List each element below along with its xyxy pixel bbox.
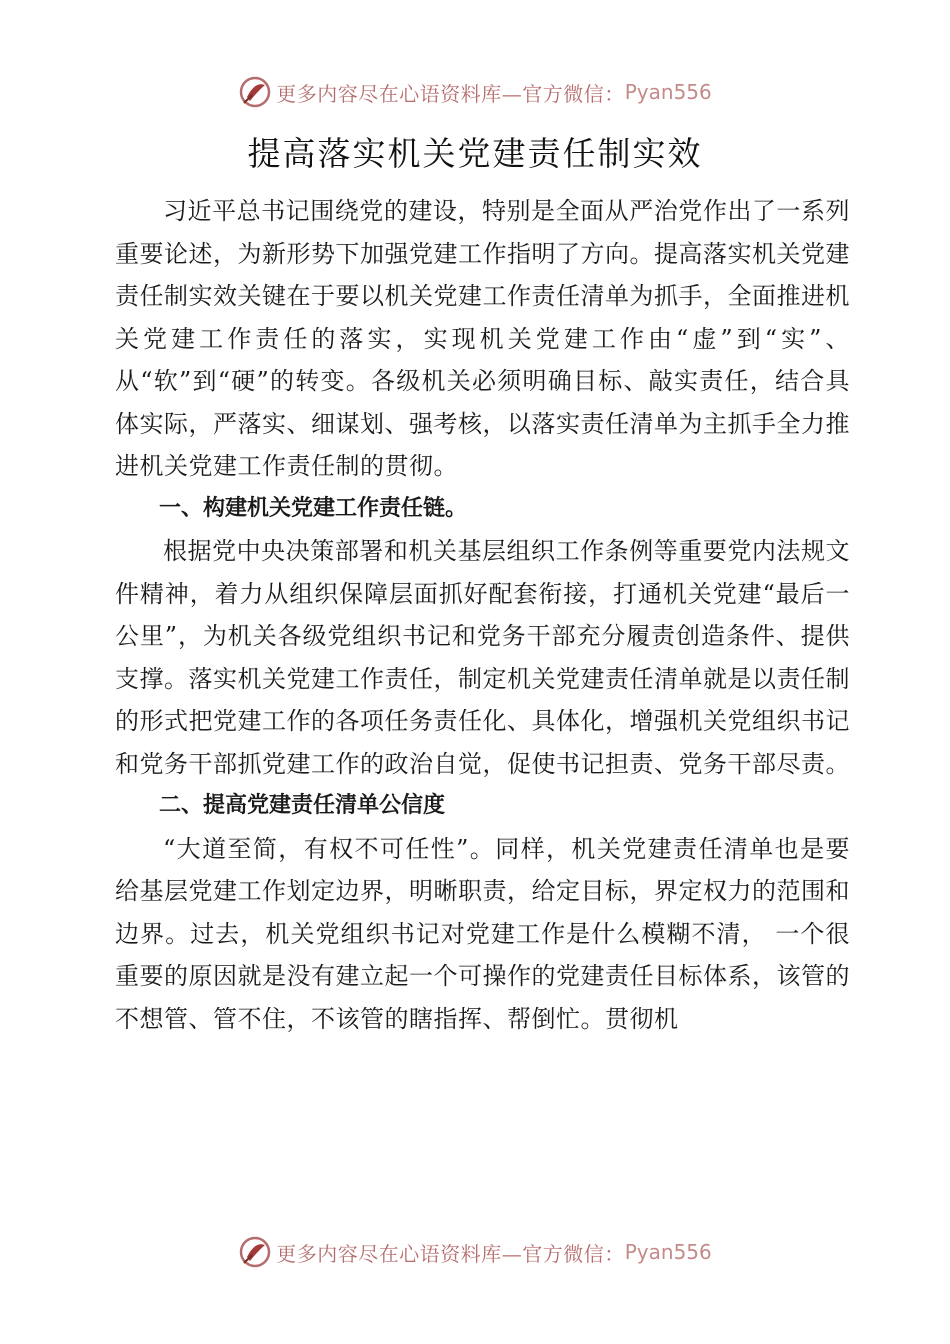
paragraph-section-1: 根据党中央决策部署和机关基层组织工作条例等重要党内法规文件精神，着力从组织保障层面抓好配套衔接，打通机关党建“最后一公里”，为机关各级党组织书记和党务干部充分履责创造条件、提供支撑。落实机关党建工作责任，制定机关党建责任清单就是以责任制的形式把党建工作的各项任务责任化、具体化，增强机关党组织书记和党务干部抓党建工作的政治自觉，促使书记担责、党务干部尽责。 [115, 537, 850, 778]
watermark-wechat-id: Pyan556 [624, 80, 712, 104]
document-title: 提高落实机关党建责任制实效 [247, 134, 703, 173]
paragraph-intro: 习近平总书记围绕党的建设，特别是全面从严治党作出了一系列重要论述，为新形势下加强党建工作指明了方向。提高落实机关党建责任制实效关键在于要以机关党建工作责任清单为抓手，全面推进机关党建工作责任的落实，实现机关党建工作由“虚”到“实”、从“软”到“硬”的转变。各级机关必须明确目标、敲实责任，结合具体实际，严落实、细谋划、强考核，以落实责任清单为主抓手全力推进机关党建工作责任制的贯彻。 [115, 197, 850, 480]
section-heading-2: 二、提高党建责任清单公信度 [159, 793, 446, 818]
watermark-footer [0, 1232, 950, 1272]
document-body [115, 190, 850, 1040]
watermark-text: 更多内容尽在心语资料库—官方微信： [276, 1241, 625, 1266]
watermark-wechat-id: Pyan556 [624, 1240, 712, 1264]
section-heading-1: 一、构建机关党建工作责任链。 [159, 495, 468, 521]
paragraph-section-2: “大道至简，有权不可任性”。同样，机关党建责任清单也是要给基层党建工作划定边界，明晰职责，给定目标，界定权力的范围和边界。过去，机关党组织书记对党建工作是什么模糊不清， 一个很重要的原因就是没有建立起一个可操作的党建责任目标体系，该管的不想管、管不住，不该管的瞎指挥、帮倒忙。贯彻机 [115, 834, 850, 1033]
watermark-text: 更多内容尽在心语资料库—官方微信： [276, 81, 625, 106]
watermark-header [0, 72, 950, 112]
watermark-logo-icon [238, 75, 272, 109]
watermark-logo-icon [238, 1235, 272, 1269]
